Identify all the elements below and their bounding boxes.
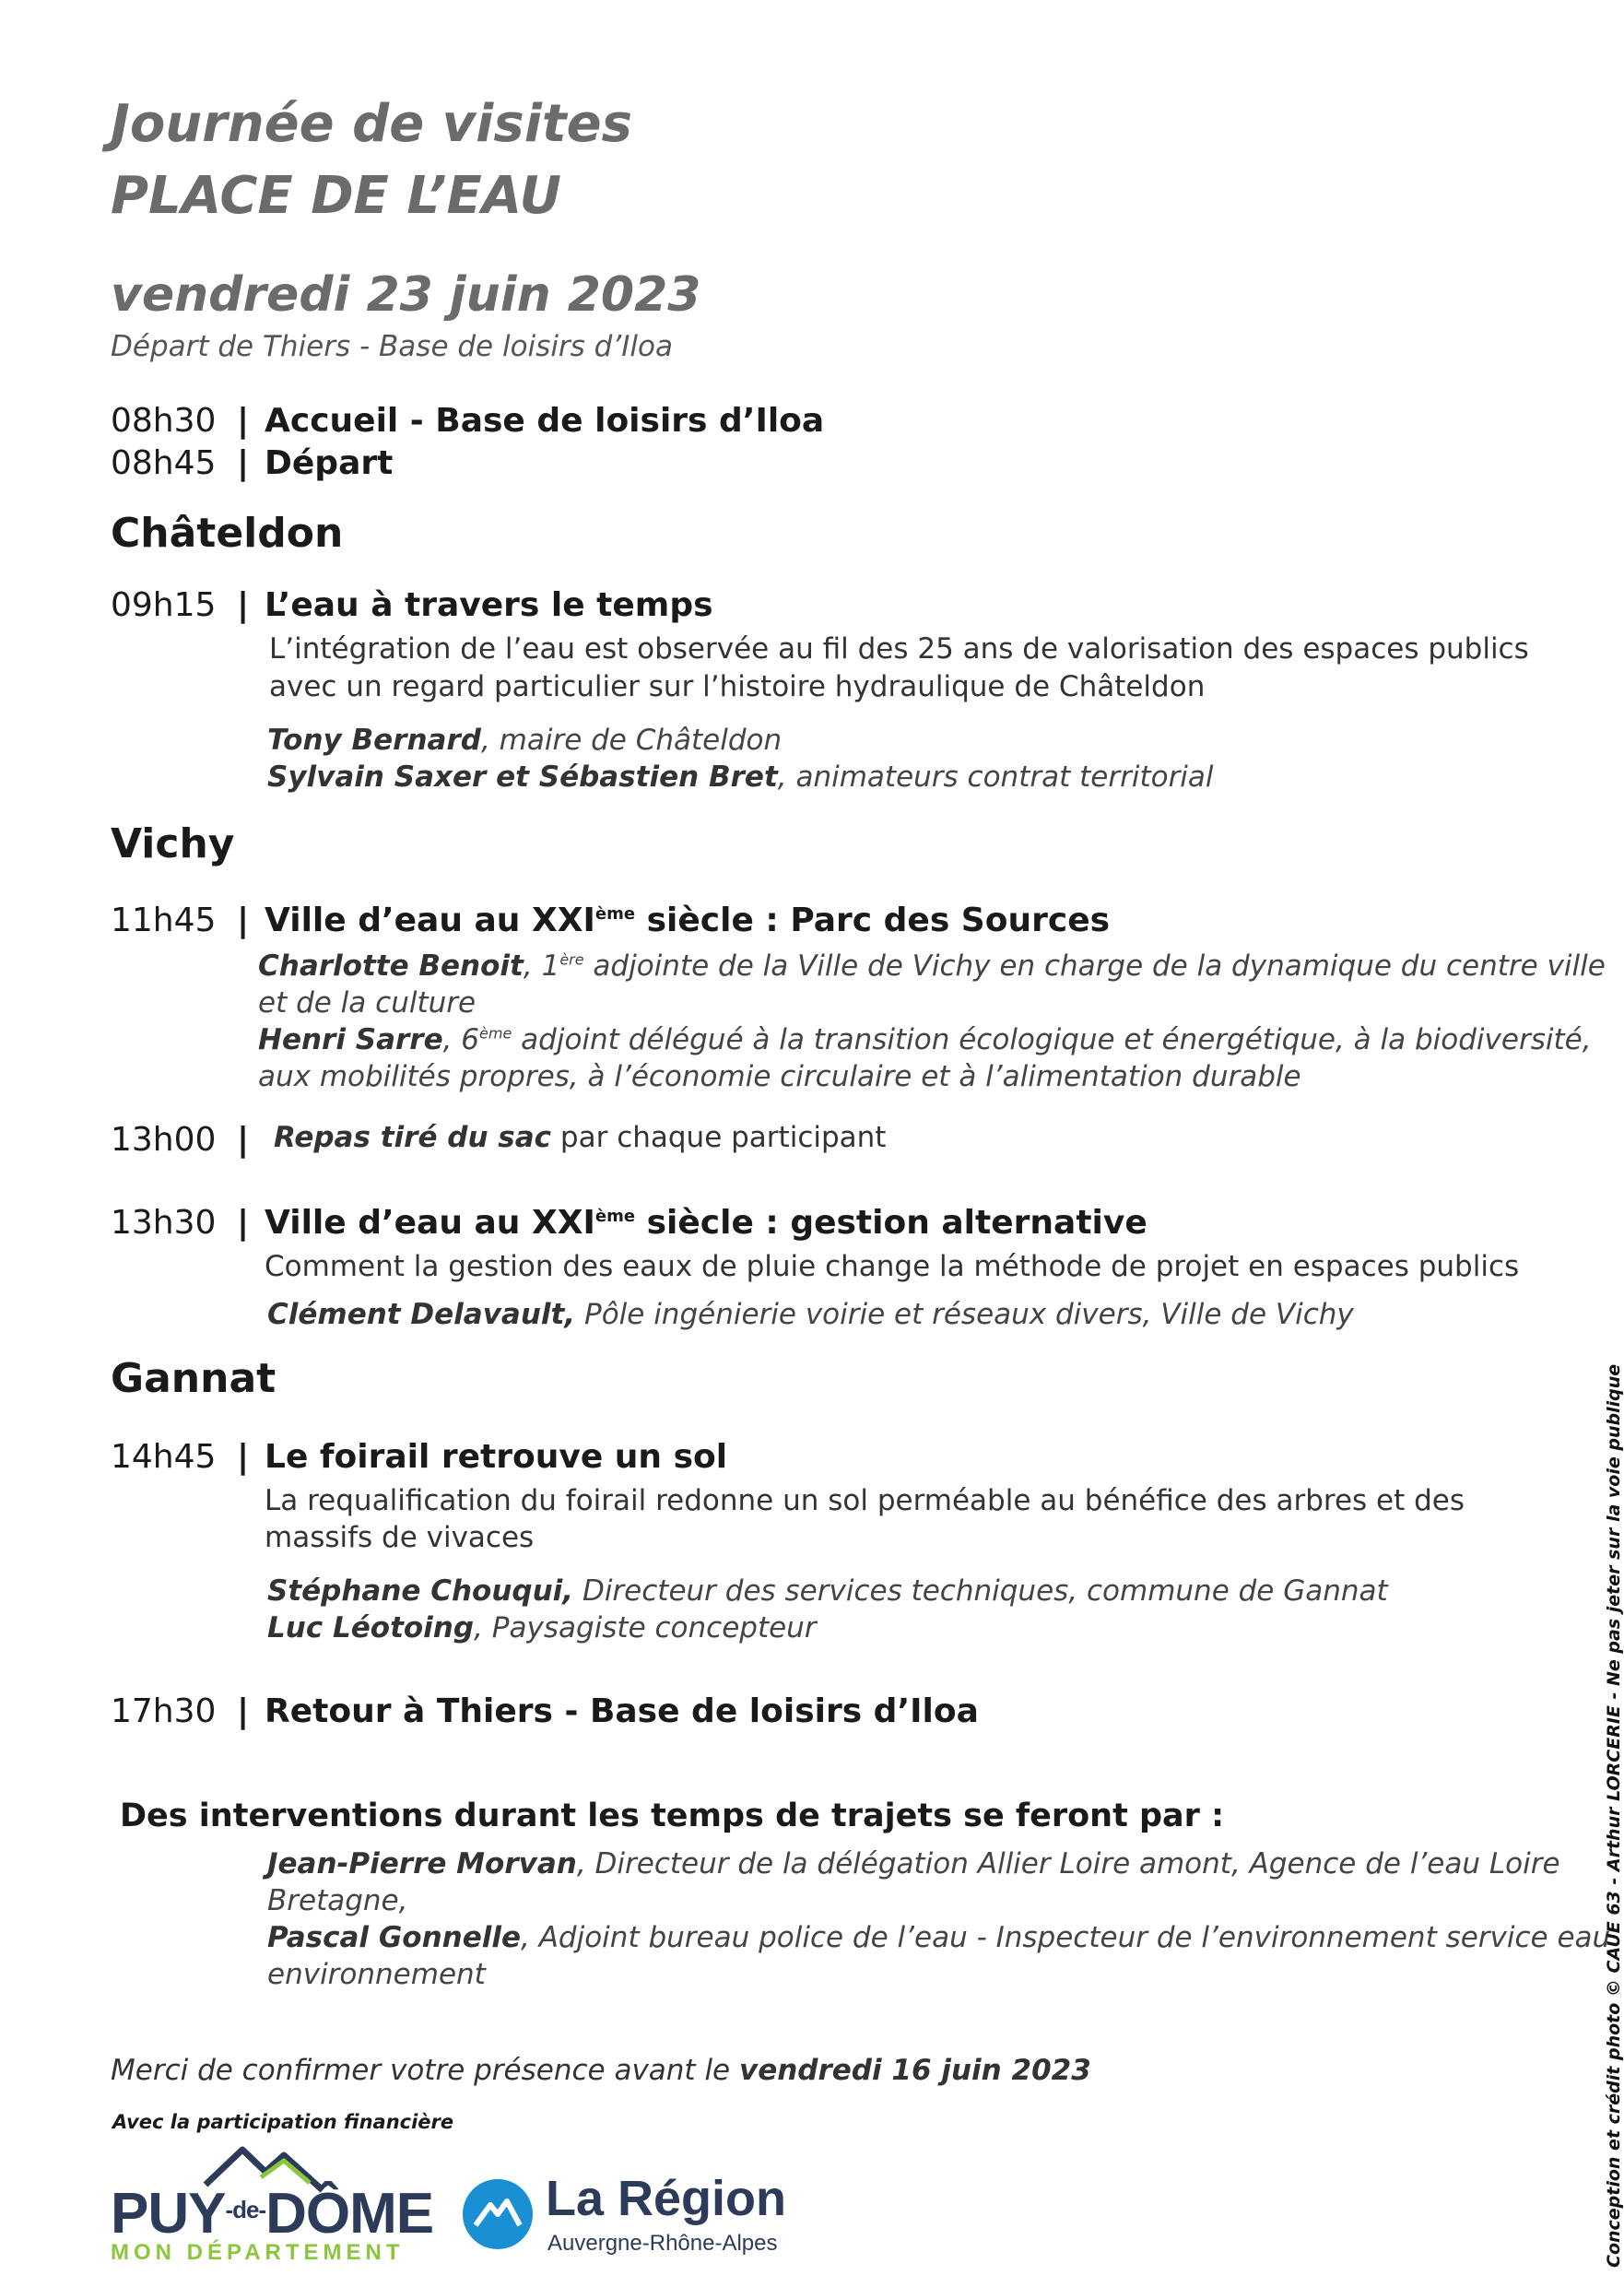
departure-subtitle: Départ de Thiers - Base de loisirs d’Iloa	[111, 330, 673, 363]
separator: |	[237, 444, 250, 482]
region-emblem-icon	[461, 2177, 535, 2251]
title-line-2: PLACE DE L’EAU	[111, 166, 562, 226]
time-gannat: 14h45	[111, 1438, 217, 1476]
time-vichy-1: 11h45	[111, 902, 217, 939]
event-date: vendredi 23 juin 2023	[111, 267, 701, 323]
time-chateldon: 09h15	[111, 586, 217, 624]
puy-de-dome-subtitle: MON DÉPARTEMENT	[111, 2240, 405, 2265]
region-subtitle: Auvergne-Rhône-Alpes	[547, 2231, 778, 2256]
desc-vichy-gestion: Comment la gestion des eaux de pluie change la méthode de projet en espaces publics	[265, 1250, 1520, 1283]
speaker-henri-sarre: Henri Sarre, 6ème adjoint délégué à la transition écologique et énergétique, à la biodiversité,	[258, 1023, 1592, 1056]
desc-chateldon-1: L’intégration de l’eau est observée au fil des 25 ans de valorisation des espaces publics	[269, 632, 1529, 666]
desc-gannat-1: La requalification du foirail redonne un sol perméable au bénéfice des arbres et des	[265, 1484, 1465, 1517]
speaker-pascal-gonnelle-2: environnement	[267, 1958, 486, 1991]
desc-chateldon-2: avec un regard particulier sur l’histoire hydraulique de Châteldon	[269, 670, 1206, 703]
label-repas: Repas tiré du sac par chaque participant	[274, 1121, 887, 1154]
speaker-pascal-gonnelle: Pascal Gonnelle, Adjoint bureau police de l’eau - Inspecteur de l’environnement service eau	[267, 1921, 1611, 1954]
desc-gannat-2: massifs de vivaces	[265, 1521, 535, 1554]
speaker-tony-bernard: Tony Bernard, maire de Châteldon	[267, 724, 783, 757]
puy-de-dome-logo	[109, 2137, 434, 2266]
city-heading-chateldon: Châteldon	[111, 510, 344, 557]
label-retour: Retour à Thiers - Base de loisirs d’Iloa	[265, 1692, 979, 1730]
label-vichy-parc: Ville d’eau au XXIème siècle : Parc des Sources	[265, 902, 1111, 939]
speaker-jean-pierre-morvan-2: Bretagne,	[267, 1884, 408, 1917]
separator: |	[237, 1204, 250, 1242]
interventions-heading: Des interventions durant les temps de trajets se feront par :	[120, 1798, 1225, 1834]
speaker-jean-pierre-morvan: Jean-Pierre Morvan, Directeur de la délégation Allier Loire amont, Agence de l’eau Loire	[267, 1847, 1560, 1880]
label-accueil: Accueil - Base de loisirs d’Iloa	[265, 402, 825, 440]
funding-note: Avec la participation financière	[112, 2111, 454, 2133]
speaker-henri-sarre-2: aux mobilités propres, à l’économie circulaire et à l’alimentation durable	[258, 1060, 1301, 1093]
separator: |	[237, 1438, 250, 1476]
speaker-charlotte-benoit: Charlotte Benoit, 1ère adjointe de la Ville de Vichy en charge de la dynamique du centre ville	[258, 949, 1606, 983]
speaker-saxer-bret: Sylvain Saxer et Sébastien Bret, animateurs contrat territorial	[267, 760, 1214, 794]
speaker-luc-leotoing: Luc Léotoing, Paysagiste concepteur	[267, 1611, 817, 1645]
city-heading-gannat: Gannat	[111, 1355, 277, 1402]
vertical-credit: Conception et crédit photo © CAUE 63 - Arthur LORCERIE - Ne pas jeter sur la voie publique	[1604, 1363, 1624, 2268]
separator: |	[237, 402, 250, 440]
time-vichy-3: 13h30	[111, 1204, 217, 1242]
label-depart: Départ	[265, 444, 394, 482]
time-repas: 13h00	[111, 1121, 217, 1159]
region-logo	[461, 2166, 811, 2268]
speaker-charlotte-benoit-2: et de la culture	[258, 986, 477, 1020]
separator: |	[237, 1692, 250, 1730]
separator: |	[237, 902, 250, 939]
title-line-1: Journée de visites	[111, 94, 632, 154]
puy-de-dome-wordmark: $PUY^{-de-}DÔME$	[111, 2182, 434, 2246]
speaker-clement-delavault: Clément Delavault, Pôle ingénierie voirie et réseaux divers, Ville de Vichy	[267, 1298, 1354, 1331]
time-retour: 17h30	[111, 1692, 217, 1730]
label-gannat: Le foirail retrouve un sol	[265, 1438, 728, 1476]
separator: |	[237, 586, 250, 624]
separator: |	[237, 1121, 250, 1159]
label-vichy-gestion: Ville d’eau au XXIème siècle : gestion alternative	[265, 1204, 1147, 1242]
confirm-note: Merci de confirmer votre présence avant le vendredi 16 juin 2023	[111, 2054, 1091, 2087]
time-accueil: 08h30	[111, 402, 217, 440]
time-depart: 08h45	[111, 444, 217, 482]
city-heading-vichy: Vichy	[111, 820, 235, 867]
speaker-stephane-chouqui: Stéphane Chouqui, Directeur des services techniques, commune de Gannat	[267, 1574, 1388, 1608]
label-chateldon: L’eau à travers le temps	[265, 586, 713, 624]
region-wordmark: La Région	[546, 2171, 787, 2226]
